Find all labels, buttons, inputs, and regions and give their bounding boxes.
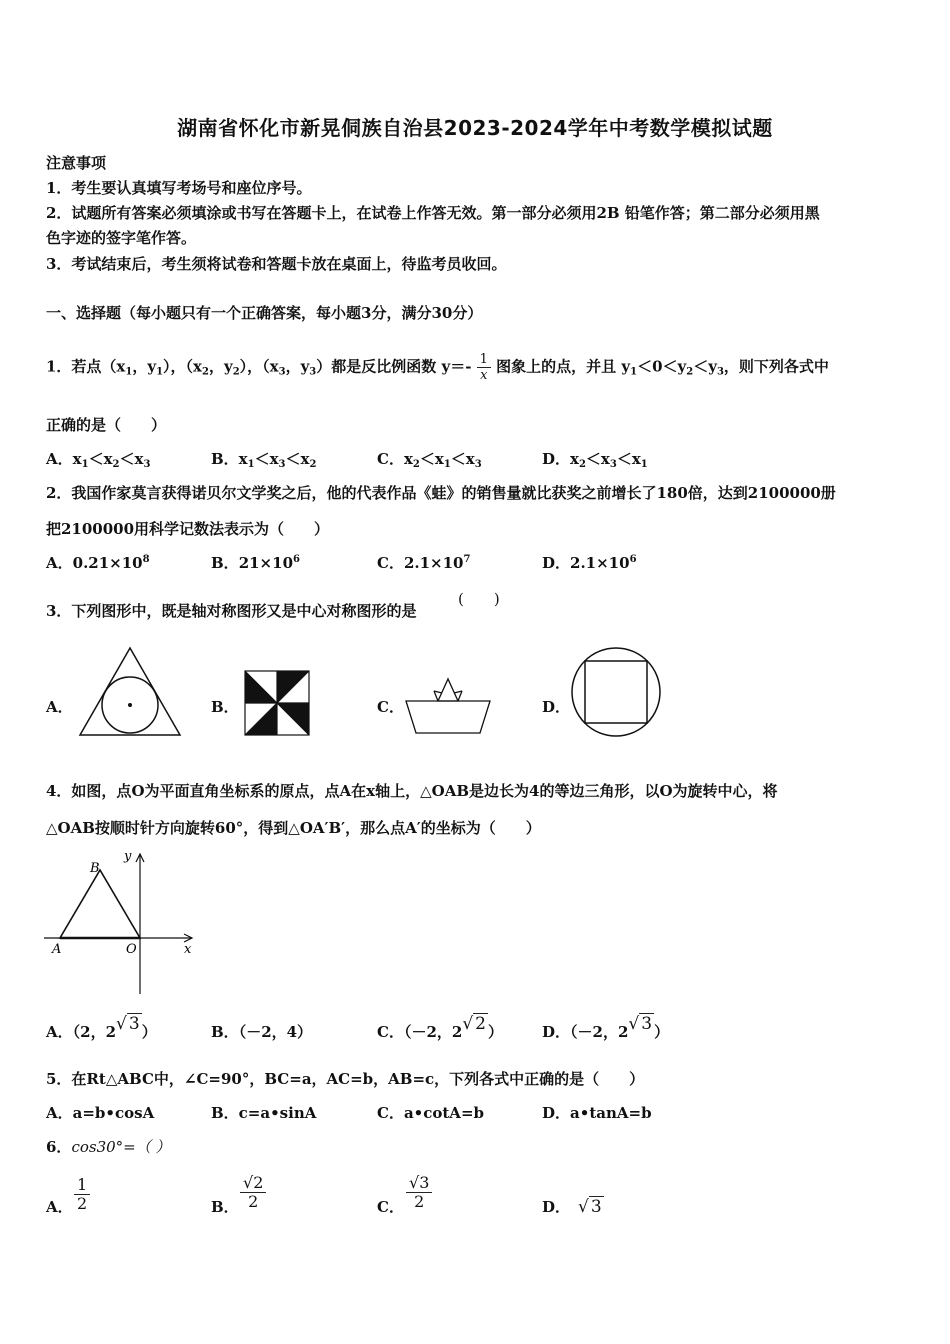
q4-option-c[interactable]: C．（－2，2√ 2 ）: [377, 1014, 504, 1041]
q6-option-b-label[interactable]: B．: [211, 1198, 239, 1216]
q6-option-d[interactable]: D． √ 3: [542, 1197, 602, 1217]
pinwheel-figure: [244, 670, 310, 736]
question-2-line2: 把2100000用科学记数法表示为（ ）: [46, 520, 330, 538]
page-title: 湖南省怀化市新晃侗族自治县2023-2024学年中考数学模拟试题: [177, 116, 773, 140]
q1-option-a[interactable]: A．$x_1<x_2<x_3$: [46, 450, 151, 470]
question-4-line2: △OAB按顺时针方向旋转60°，得到△OA′B′，那么点A′的坐标为（ ）: [46, 819, 541, 837]
circle-square-figure: [570, 646, 662, 738]
q2-option-a[interactable]: A．$0.21\times 10^8$: [46, 554, 150, 572]
section-heading: 一、选择题（每小题只有一个正确答案，每小题3分，满分30分）: [46, 304, 483, 322]
q2-option-c[interactable]: C．$2.1\times 10^7$: [377, 554, 471, 572]
boat-figure: [404, 677, 492, 735]
q3-option-a[interactable]: A．: [46, 698, 73, 716]
question-6: 6．cos30°=（ ）: [46, 1138, 171, 1156]
q6-option-c-fraction: $\frac{√3}{2}$: [406, 1174, 432, 1211]
question-2: 2．我国作家莫言获得诺贝尔文学奖之后，他的代表作品《蛙》的销售量就比获奖之前增长了180倍，达到2100000册: [46, 484, 836, 502]
q1-option-b[interactable]: B．$x_1<x_3<x_2$: [211, 450, 317, 470]
fraction-1-over-x: $\frac{1}{x}$: [477, 352, 491, 383]
notice-item-1: 1．考生要认真填写考场号和座位序号。: [46, 179, 312, 197]
question-4: 4．如图，点O为平面直角坐标系的原点，点A在x轴上，△OAB是边长为4的等边三角形，以O为旋转中心，将: [46, 782, 778, 800]
question-3-paren: ( ): [458, 590, 500, 608]
q2-option-b[interactable]: B．$21\times 10^6$: [211, 554, 300, 572]
question-1: 1．若点（$x_1$，$y_1$），（$x_2$，$y_2$），（$x_3$，$y_3$）都是反比例函数 y＝- $\frac{1}{x}$ 图象上的点，并且 $y_1<0<y_2<y_3$，则下列各式中: [46, 352, 829, 383]
question-3: 3．下列图形中，既是轴对称图形又是中心对称图形的是: [46, 602, 417, 620]
q4-option-d[interactable]: D．（－2，2√ 3 ）: [542, 1014, 670, 1041]
q4-option-b[interactable]: B．（－2，4）: [211, 1023, 313, 1041]
y-axis-label: y: [124, 849, 132, 864]
q1-option-c[interactable]: C．$x_2<x_1<x_3$: [377, 450, 482, 470]
point-a-label: A: [52, 942, 62, 957]
q6-option-b-fraction: $\frac{√2}{2}$: [240, 1174, 266, 1211]
q6-option-c-label[interactable]: C．: [377, 1198, 404, 1216]
q5-option-b[interactable]: B．c=a•sinA: [211, 1104, 317, 1122]
q3-option-c[interactable]: C．: [377, 698, 404, 716]
q3-option-d[interactable]: D．: [542, 698, 571, 716]
origin-label: O: [126, 942, 137, 957]
q2-option-d[interactable]: D．$2.1\times 10^6$: [542, 554, 637, 572]
question-5: 5．在Rt△ABC中，∠C=90°，BC=a，AC=b，AB=c，下列各式中正确的是（ ）: [46, 1070, 645, 1088]
q6-option-a-label[interactable]: A．: [46, 1198, 73, 1216]
coordinate-figure: [44, 846, 200, 996]
q4-option-a[interactable]: A．（2，2√ 3 ）: [46, 1014, 157, 1041]
q5-option-c[interactable]: C．a•cotA=b: [377, 1104, 485, 1122]
x-axis-label: x: [184, 942, 192, 957]
q3-option-b[interactable]: B．: [211, 698, 239, 716]
q1-option-d[interactable]: D．$x_2<x_3<x_1$: [542, 450, 648, 470]
point-b-label: B: [90, 861, 100, 876]
notice-item-3: 3．考试结束后，考生须将试卷和答题卡放在桌面上，待监考员收回。: [46, 255, 507, 273]
notice-heading: 注意事项: [46, 154, 107, 172]
q5-option-d[interactable]: D．a•tanA=b: [542, 1104, 652, 1122]
q6-option-a-fraction: $\frac{1}{2}$: [74, 1176, 90, 1213]
notice-item-2-cont: 色字迹的签字笔作答。: [46, 229, 197, 247]
notice-item-2: 2．试题所有答案必须填涂或书写在答题卡上，在试卷上作答无效。第一部分必须用2B 铅笔作答；第二部分必须用黑: [46, 204, 820, 222]
q5-option-a[interactable]: A．a=b•cosA: [46, 1104, 155, 1122]
triangle-circle-figure: [78, 645, 183, 737]
question-1-line2: 正确的是（ ）: [46, 416, 167, 434]
